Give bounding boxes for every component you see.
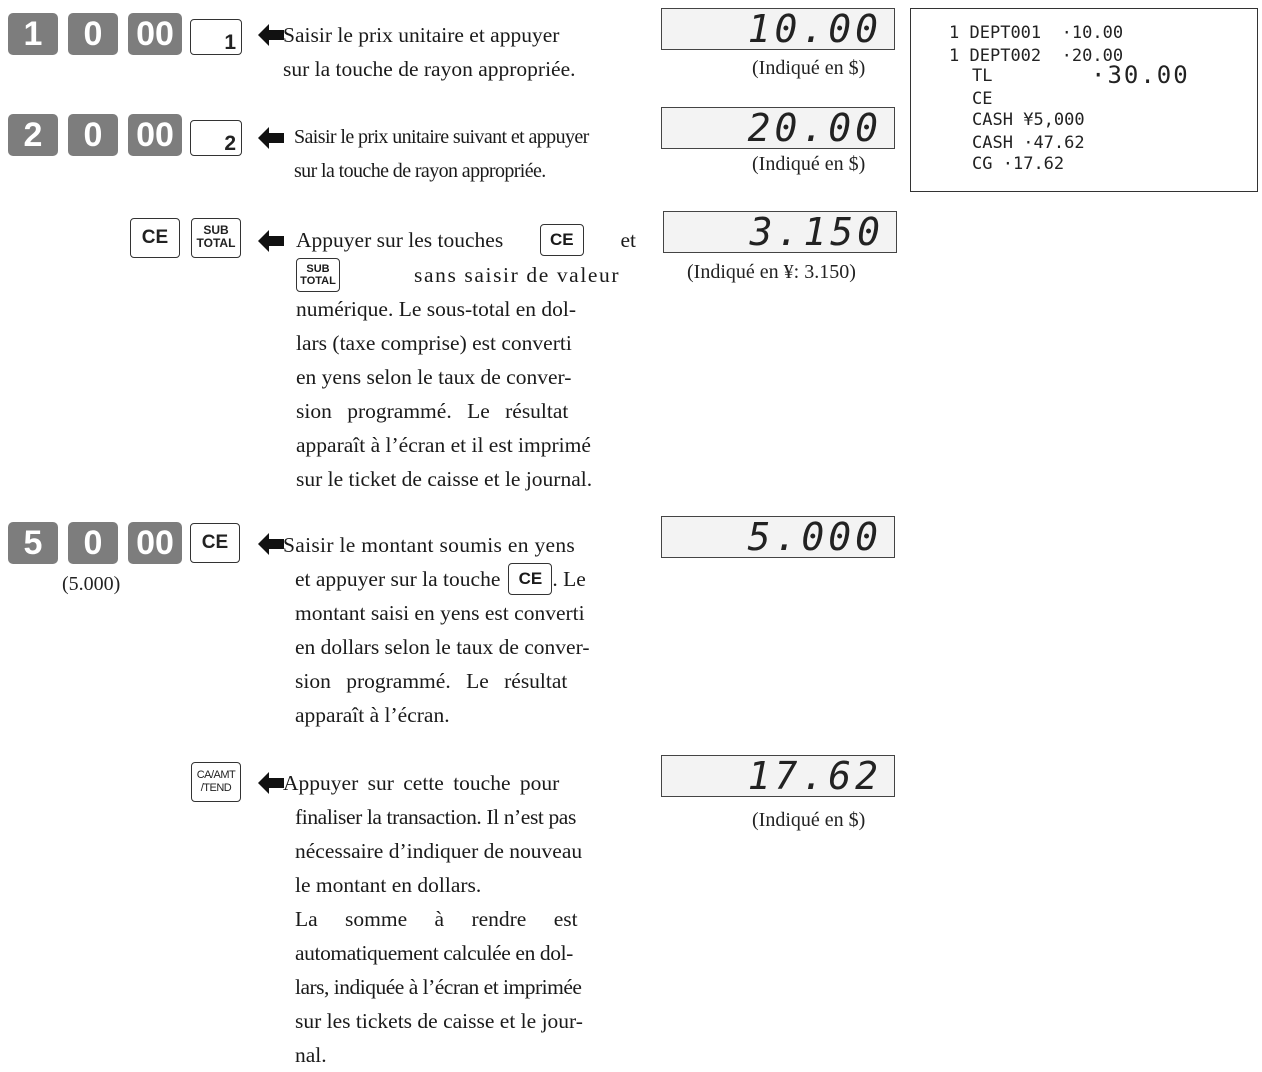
text-fragment: sans saisir de valeur bbox=[414, 263, 621, 287]
subtotal-key[interactable] bbox=[191, 218, 241, 258]
ce-key[interactable]: CE bbox=[190, 523, 240, 563]
receipt-line: 1 DEPT001 ·10.00 bbox=[949, 23, 1124, 43]
display-caption: (Indiqué en $) bbox=[752, 57, 866, 79]
text-line: sur la touche de rayon appropriée. bbox=[283, 57, 576, 81]
text-line: Saisir le montant soumis en yens bbox=[283, 533, 576, 557]
key-label: TOTAL bbox=[196, 236, 236, 250]
receipt-line: CASH ¥5,000 bbox=[972, 110, 1085, 130]
dept-key-1[interactable]: 1 bbox=[190, 19, 242, 55]
text-line: lars, indiquée à l’écran et imprimée bbox=[295, 975, 582, 999]
text-line: sur la touche de rayon appropriée. bbox=[294, 160, 546, 182]
step-4 bbox=[0, 500, 1262, 750]
key-2[interactable]: 2 bbox=[8, 114, 58, 156]
key-sequence bbox=[8, 522, 248, 566]
text-line: Appuyer sur cette touche pour bbox=[283, 771, 560, 795]
text-body bbox=[283, 800, 629, 1072]
key-0[interactable]: 0 bbox=[68, 522, 118, 564]
text-line: automatiquement calculée en dol- bbox=[295, 941, 573, 965]
lcd-display bbox=[663, 211, 897, 253]
display-value: 5.000 bbox=[747, 516, 882, 558]
ca-amt-tend-key[interactable] bbox=[191, 762, 241, 802]
display-caption: (Indiqué en $) bbox=[752, 809, 866, 831]
text-line: en yens selon le taux de conver- bbox=[296, 365, 572, 389]
key-0[interactable]: 0 bbox=[68, 114, 118, 156]
left-arrow-icon bbox=[258, 772, 284, 794]
text-line: en dollars selon le taux de conver- bbox=[295, 635, 590, 659]
key-00[interactable]: 00 bbox=[128, 114, 182, 156]
key-1[interactable]: 1 bbox=[8, 13, 58, 55]
lcd-display bbox=[661, 107, 895, 149]
key-label: SUB bbox=[203, 223, 229, 237]
display-value: 17.62 bbox=[747, 755, 882, 797]
ce-key[interactable]: CE bbox=[130, 218, 180, 258]
key-sequence bbox=[8, 13, 248, 57]
text-line: Saisir le prix unitaire et appuyer bbox=[283, 23, 560, 47]
text-line: Saisir le prix unitaire suivant et appuyer bbox=[294, 126, 589, 148]
instruction-text bbox=[283, 18, 633, 86]
text-line: montant saisi en yens est converti bbox=[295, 601, 585, 625]
display-value: 3.150 bbox=[749, 211, 884, 253]
receipt-line: 1 DEPT002 ·20.00 bbox=[949, 46, 1124, 66]
text-line: apparaît à l’écran. bbox=[295, 703, 450, 727]
text-line: lars (taxe comprise) est converti bbox=[296, 331, 572, 355]
key-5[interactable]: 5 bbox=[8, 522, 58, 564]
receipt-line: CG ·17.62 bbox=[972, 154, 1065, 174]
receipt-total-value: ·30.00 bbox=[1091, 61, 1190, 89]
text-line: sion programmé. Le résultat bbox=[295, 669, 568, 693]
step-3 bbox=[0, 200, 1262, 500]
key-label: TOTAL bbox=[300, 275, 336, 287]
text-body bbox=[296, 292, 630, 496]
text-line: sion programmé. Le résultat bbox=[296, 399, 569, 423]
left-arrow-icon bbox=[258, 127, 284, 149]
text-line bbox=[296, 222, 636, 258]
receipt-line: CE bbox=[972, 89, 993, 109]
left-arrow-icon bbox=[258, 24, 284, 46]
text-line bbox=[283, 562, 635, 596]
text-line: finaliser la transaction. Il n’est pas bbox=[295, 805, 576, 829]
text-line: sur les tickets de caisse et le jour- bbox=[295, 1009, 583, 1033]
display-caption: (Indiqué en $) bbox=[752, 153, 866, 175]
text-line: apparaît à l’écran et il est imprimé bbox=[296, 433, 591, 457]
lcd-display bbox=[661, 516, 895, 558]
instruction-text bbox=[296, 222, 636, 496]
text-line: le montant en dollars. bbox=[295, 873, 482, 897]
text-line: numérique. Le sous-total en dol- bbox=[296, 297, 577, 321]
key-label: CA/AMT bbox=[196, 769, 236, 781]
key-label: /TEND bbox=[200, 782, 232, 794]
key-0[interactable]: 0 bbox=[68, 13, 118, 55]
display-value: 20.00 bbox=[747, 107, 882, 149]
text-fragment: . Le bbox=[552, 567, 586, 591]
text-fragment: et appuyer sur la touche bbox=[295, 567, 501, 591]
dept-key-2[interactable]: 2 bbox=[190, 120, 242, 156]
left-arrow-icon bbox=[258, 230, 284, 252]
step-5 bbox=[0, 750, 1262, 1070]
inline-subtotal-key bbox=[296, 258, 340, 292]
text-fragment: Appuyer sur les touches bbox=[296, 228, 504, 252]
inline-ce-key: CE bbox=[508, 563, 552, 595]
text-line: sur le ticket de caisse et le journal. bbox=[296, 467, 593, 491]
instruction-text bbox=[294, 120, 634, 188]
text-body bbox=[283, 596, 629, 732]
receipt-printout bbox=[910, 8, 1258, 192]
lcd-display bbox=[661, 755, 895, 797]
amount-note: (5.000) bbox=[62, 573, 121, 595]
text-fragment: et bbox=[620, 228, 636, 252]
receipt-line: CASH ·47.62 bbox=[972, 133, 1085, 153]
display-caption: (Indiqué en ¥: 3.150) bbox=[687, 261, 856, 283]
key-label: SUB bbox=[306, 263, 330, 275]
lcd-display bbox=[661, 8, 895, 50]
key-sequence bbox=[8, 114, 248, 158]
key-00[interactable]: 00 bbox=[128, 522, 182, 564]
text-line: nal. bbox=[295, 1043, 327, 1067]
left-arrow-icon bbox=[258, 533, 284, 555]
text-line bbox=[296, 258, 636, 292]
key-00[interactable]: 00 bbox=[128, 13, 182, 55]
inline-ce-key: CE bbox=[540, 224, 584, 256]
text-line: nécessaire d’indiquer de nouveau bbox=[295, 839, 583, 863]
receipt-line: TL bbox=[972, 66, 993, 86]
display-value: 10.00 bbox=[747, 8, 882, 50]
text-line: La somme à rendre est bbox=[295, 907, 578, 931]
instruction-text bbox=[283, 528, 635, 732]
instruction-text bbox=[283, 766, 635, 1072]
